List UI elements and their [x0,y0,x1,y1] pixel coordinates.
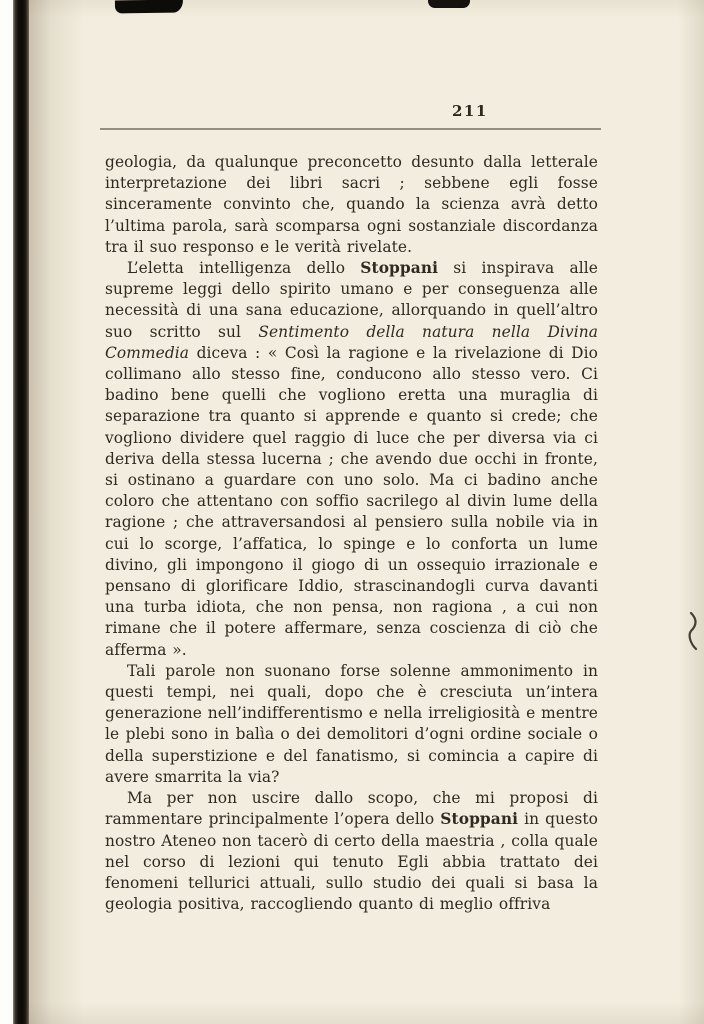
body-text-block [105,152,598,915]
text-run: geologia, da qualunque preconcetto desunto dalla letterale interpretazione dei libri sacri ; sebbene egli fosse sinceramente convinto che, quando la scienza avrà detto l’ultima parola, sarà scomparsa ogni sostanziale discordanza tra il suo responso e le verità rivelate. [105,153,598,256]
margin-pen-mark [687,610,701,652]
paragraph [105,788,598,915]
text-run: diceva : « Così la ragione e la rivelazione di Dio collimano allo stesso fine, conducono allo stesso vero. Ci badino bene quelli che vogliono eretta una muraglia di separazione tra quanto si apprende e quanto si crede; che vogliono dividere quel raggio di luce che per diversa via ci deriva della stessa lucerna ; che avendo due occhi in fronte, si ostinano a guardare con uno solo. Ma ci badino anche coloro che attentano con soffio sacrilego al divin lume della ragione ; che attraversandosi al pensiero sulla nobile via in cui lo scorge, l’affatica, lo spinge e lo conforta un lume divino, gli impongono il giogo di un ossequio irrazionale e pensano di glorificare Iddio, strascinandogli curva davanti una turba idiota, che non pensa, non ragiona , a cui non rimane che il potere affermare, senza coscienza di ciò che afferma ». [105,343,598,659]
page-number: 211 [452,102,488,120]
text-run-bold: Stoppani [360,259,439,278]
header-rule [100,128,601,130]
text-run: L’eletta intelligenza dello [127,259,361,278]
paragraph [105,661,598,788]
book-binding-shadow [13,0,29,1024]
text-run: si inspirava alle supreme leggi dello spirito umano e per conseguenza alle necessità di una sana educazione, allorquando in quell’altro suo scritto sul [105,259,598,341]
scan-artifact-top-center [428,0,470,8]
text-run-italic: Sentimento della natura nella Divina Commedia [105,322,599,362]
pen-squiggle-icon [687,610,701,652]
text-run: Ma per non uscire dallo scopo, che mi proposi di rammentare principalmente l’opera dello [105,789,598,829]
text-run-bold: Stoppani [440,810,519,829]
paragraph [105,152,598,258]
paragraph [105,258,598,661]
text-run: in questo nostro Ateneo non tacerò di certo della maestria , colla quale nel corso di lezioni qui tenuto Egli abbia trattato dei fenomeni tellurici attuali, sullo studio dei quali si basa la geologia positiva, raccogliendo quanto di meglio offriva [105,810,598,914]
scan-artifact-top-left [115,0,183,13]
text-run: Tali parole non suonano forse solenne ammonimento in questi tempi, nei quali, dopo che è cresciuta un’intera generazione nell’indifferentismo e nella irreligiosità e mentre le plebi sono in balìa o dei demolitori d’ogni ordine sociale o della superstizione e del fanatismo, si comincia a capire di avere smarrita la via? [105,661,598,786]
